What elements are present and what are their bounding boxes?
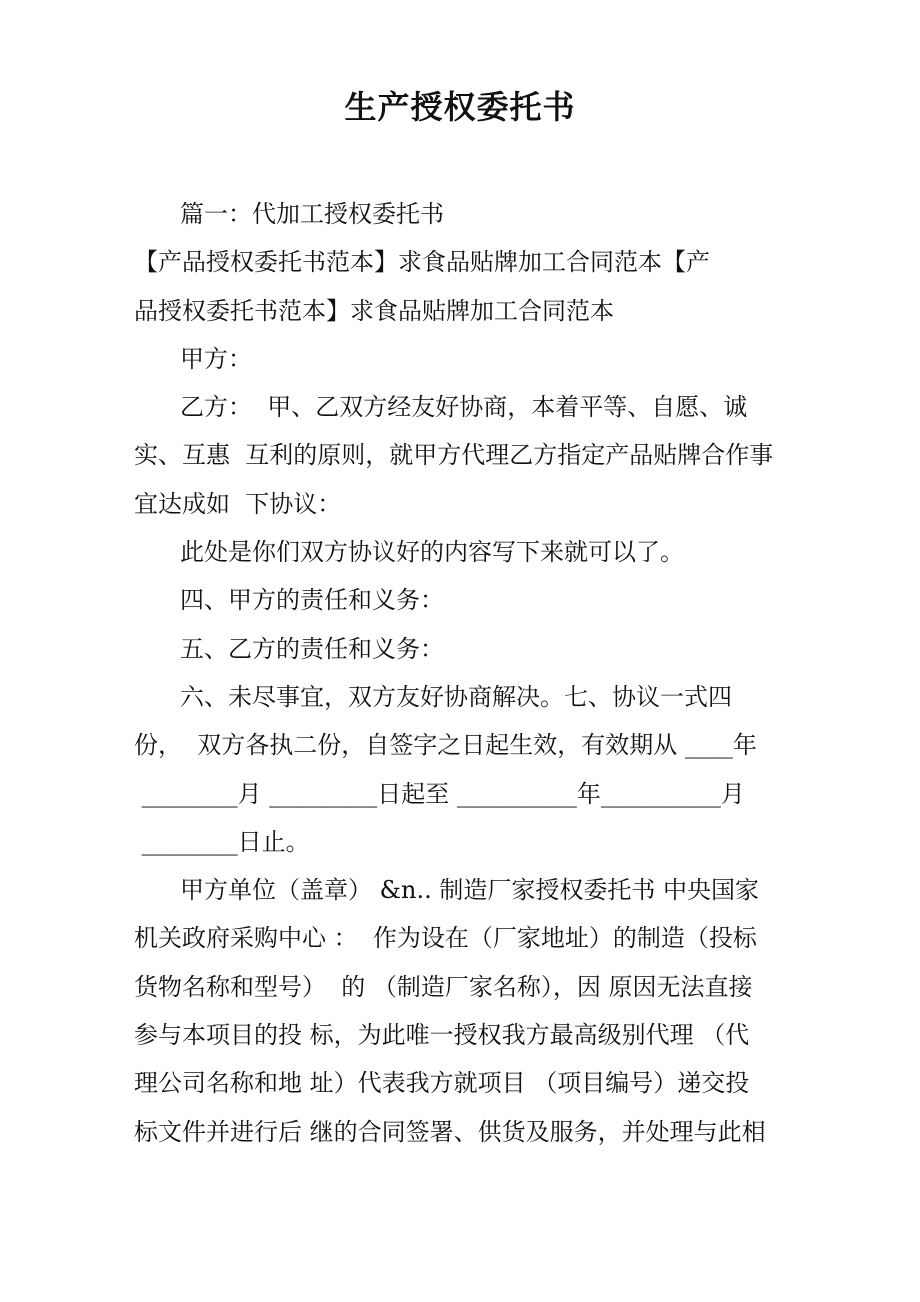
text-line: 乙方： 甲、乙双方经友好协商，本着平等、自愿、诚 <box>180 393 748 422</box>
text-line: 机关政府采购中心 ： 作为设在（厂家地址）的制造（投标 <box>134 924 757 953</box>
text-line: ________月 _________日起至 __________年__________月 <box>134 779 745 808</box>
text-line: 六、未尽事宜，双方友好协商解决。七、协议一式四 <box>180 682 732 711</box>
text-line: 此处是你们双方协议好的内容写下来就可以了。 <box>180 538 684 567</box>
text-line: 实、互惠 互利的原则，就甲方代理乙方指定产品贴牌合作事 <box>134 441 774 470</box>
paragraph-party-b <box>134 383 794 528</box>
paragraph-party-a-duties <box>134 576 794 624</box>
paragraph-party-b-duties <box>134 625 794 673</box>
paragraph-party-a <box>134 335 794 383</box>
text-line: 参与本项目的投 标，为此唯一授权我方最高级别代理 （代 <box>134 1021 750 1050</box>
text-line: 甲方： <box>180 344 252 373</box>
text-line: 【产品授权委托书范本】求食品贴牌加工合同范本【产 <box>134 248 710 277</box>
paragraph-manufacturer-authorization <box>134 866 794 1156</box>
text-line: 四、甲方的责任和义务： <box>180 586 444 615</box>
text-line: 篇一：代加工授权委托书 <box>180 200 444 228</box>
text-line: 份， 双方各执二份，自签字之日起生效，有效期从 ____年 <box>134 731 757 760</box>
text-line: 货物名称和型号） 的 （制造厂家名称），因 原因无法直接 <box>134 972 753 1001</box>
text-line: ________日止。 <box>134 827 310 856</box>
paragraph-agreement-content <box>134 528 794 576</box>
text-line: 品授权委托书范本】求食品贴牌加工合同范本 <box>134 296 614 325</box>
paragraph-section-heading <box>134 190 794 238</box>
document-body <box>134 190 794 1156</box>
paragraph-validity <box>134 673 794 866</box>
text-line: 标文件并进行后 继的合同签署、供货及服务，并处理与此相 <box>134 1117 766 1146</box>
text-line: 宜达成如 下协议： <box>134 489 342 518</box>
paragraph-product-template <box>134 238 794 335</box>
document-title: 生产授权委托书 <box>344 88 576 126</box>
text-line: 理公司名称和地 址）代表我方就项目 （项目编号）递交投 <box>134 1069 750 1098</box>
text-line: 甲方单位（盖章） &n.. 制造厂家授权委托书 中央国家 <box>180 876 759 905</box>
text-line: 五、乙方的责任和义务： <box>180 634 444 663</box>
